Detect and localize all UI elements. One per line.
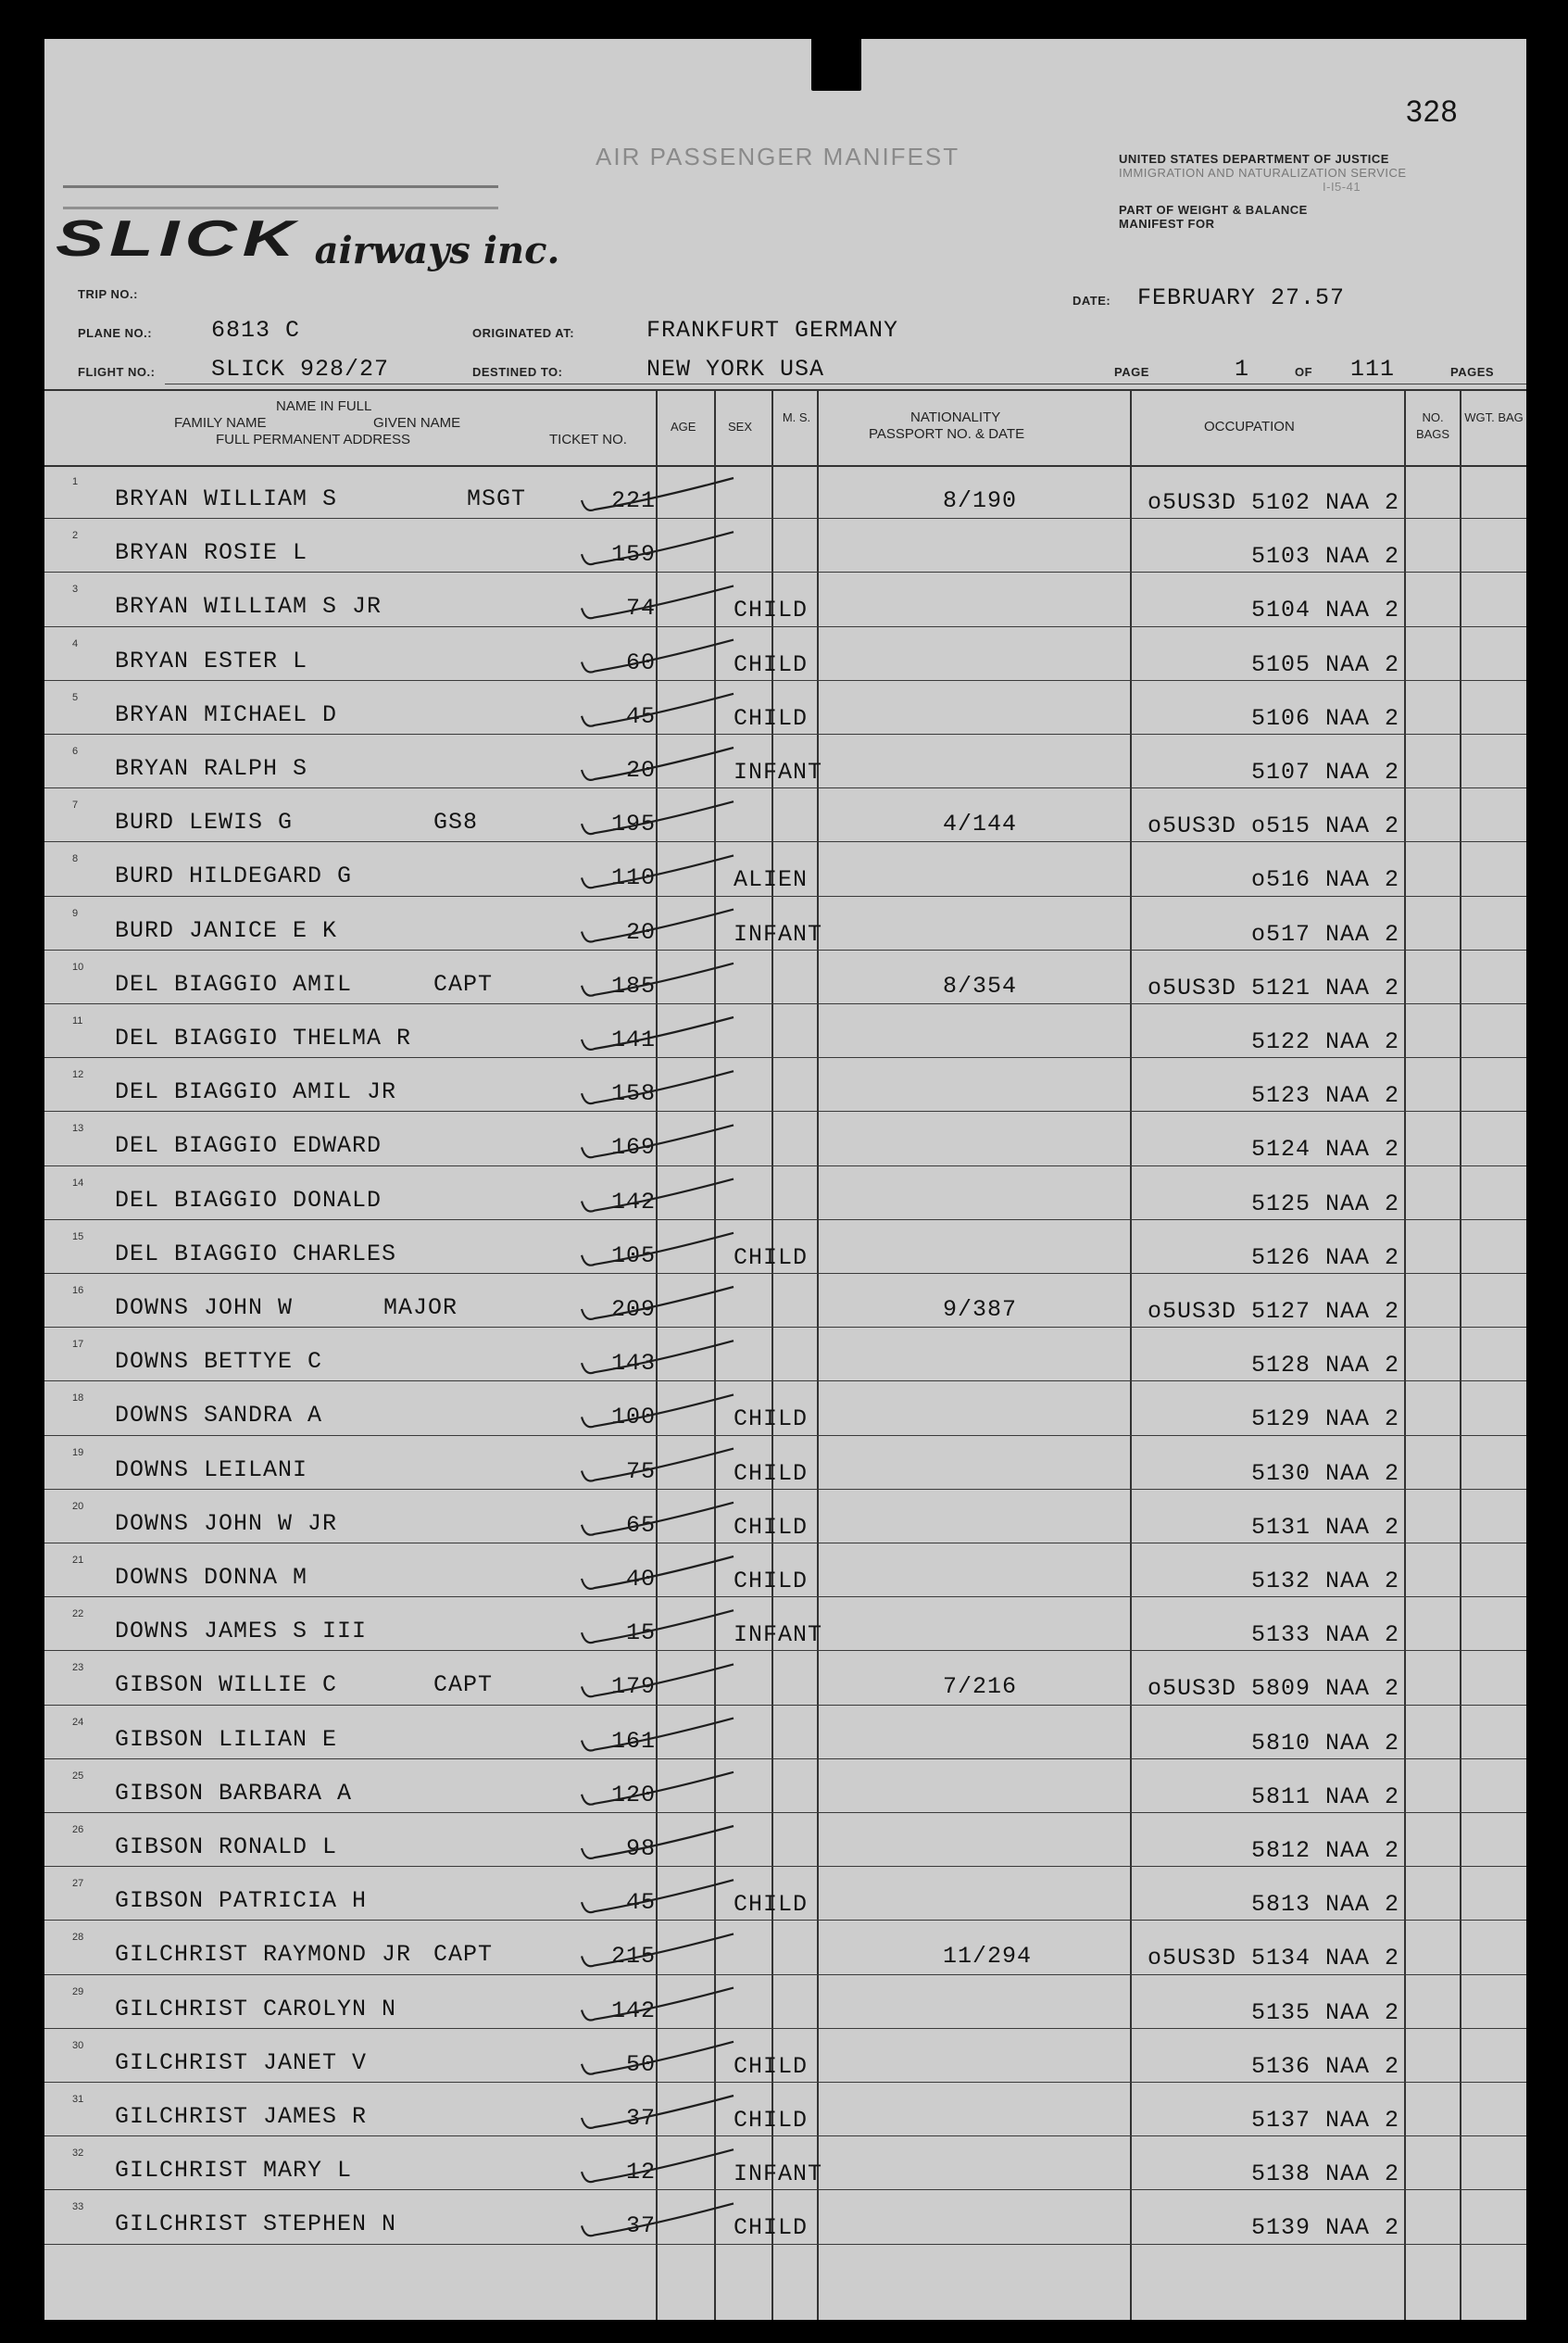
passenger-rank: GS8 — [433, 809, 479, 837]
passenger-rank: CAPT — [433, 1671, 494, 1699]
row-number: 15 — [72, 1230, 84, 1242]
passport-number: 11/294 — [943, 1943, 1033, 1971]
occupation-code: 5129 NAA 2 — [1250, 1405, 1399, 1433]
passenger-status: CHILD — [734, 1513, 809, 1541]
occupation-code: 5105 NAA 2 — [1250, 650, 1399, 678]
pen-checkmark — [582, 1394, 734, 1427]
occupation-code: 5123 NAA 2 — [1250, 1082, 1399, 1110]
row-number: 9 — [72, 907, 79, 919]
page-number: 328 — [1406, 94, 1459, 128]
row-number: 20 — [72, 1500, 84, 1512]
passenger-status: CHILD — [734, 2214, 809, 2242]
occupation-code: o5US3D o515 NAA 2 — [1147, 812, 1399, 840]
ticket-number: 12 — [625, 2159, 656, 2186]
ticket-number: 65 — [625, 1511, 656, 1539]
pen-checkmark — [582, 2149, 734, 2182]
row-number: 6 — [72, 746, 79, 757]
row-number: 1 — [72, 476, 79, 487]
ticket-number: 169 — [610, 1134, 656, 1162]
date-label: DATE: — [1073, 294, 1111, 308]
ticket-number: 37 — [625, 2212, 656, 2240]
passenger-status: CHILD — [734, 2052, 809, 2080]
pen-checkmark — [582, 1179, 734, 1212]
agency-line: I-I5-41 — [1323, 180, 1361, 194]
row-number: 26 — [72, 1824, 84, 1835]
passenger-name: GIBSON PATRICIA H — [115, 1887, 368, 1915]
occupation-code: 5138 NAA 2 — [1250, 2160, 1399, 2188]
passenger-name: DEL BIAGGIO DONALD — [115, 1186, 383, 1214]
row-number: 30 — [72, 2039, 84, 2051]
ticket-number: 158 — [610, 1080, 656, 1108]
passenger-status: CHILD — [734, 1891, 809, 1919]
of-label: OF — [1295, 365, 1313, 379]
occupation-code: o5US3D 5134 NAA 2 — [1147, 1945, 1399, 1972]
occupation-code: 5133 NAA 2 — [1250, 1621, 1399, 1649]
passenger-rank: CAPT — [433, 970, 494, 998]
occupation-code: 5813 NAA 2 — [1250, 1891, 1399, 1919]
ticket-number: 179 — [610, 1673, 656, 1701]
ticket-number: 209 — [610, 1296, 656, 1323]
header-age: AGE — [671, 420, 696, 434]
row-number: 14 — [72, 1177, 84, 1189]
airline-logo-mark: SLICK — [56, 209, 300, 267]
occupation-code: 5124 NAA 2 — [1250, 1136, 1399, 1164]
passenger-name: BRYAN RALPH S — [115, 755, 308, 782]
occupation-code: 5106 NAA 2 — [1250, 704, 1399, 732]
row-number: 17 — [72, 1339, 84, 1351]
flight-label: FLIGHT NO.: — [78, 365, 156, 379]
pen-checkmark — [582, 694, 734, 726]
plane-label: PLANE NO.: — [78, 326, 153, 340]
passenger-name: GILCHRIST CAROLYN N — [115, 1995, 397, 2022]
row-number: 8 — [72, 853, 79, 865]
ticket-number: 215 — [610, 1943, 656, 1971]
flight-no: SLICK 928/27 — [211, 356, 390, 383]
occupation-code: o5US3D 5809 NAA 2 — [1147, 1675, 1399, 1703]
pen-checkmark — [582, 1287, 734, 1319]
occupation-code: 5122 NAA 2 — [1250, 1028, 1399, 1055]
passenger-name: GIBSON BARBARA A — [115, 1779, 353, 1807]
ticket-number: 60 — [625, 649, 656, 676]
ticket-number: 142 — [610, 1997, 656, 2024]
passport-number: 4/144 — [943, 811, 1018, 838]
header-occupation: OCCUPATION — [1204, 419, 1295, 435]
ticket-number: 74 — [625, 595, 656, 623]
occupation-code: 5812 NAA 2 — [1250, 1837, 1399, 1864]
header-sex: SEX — [728, 420, 753, 434]
row-number: 11 — [72, 1015, 83, 1027]
ticket-number: 120 — [610, 1781, 656, 1808]
pen-checkmark — [582, 1449, 734, 1481]
pages-label: PAGES — [1450, 365, 1495, 379]
occupation-code: 5103 NAA 2 — [1250, 543, 1399, 571]
passenger-status: CHILD — [734, 650, 809, 678]
row-number: 22 — [72, 1608, 84, 1620]
pen-checkmark — [582, 801, 734, 834]
passenger-name: GIBSON RONALD L — [115, 1833, 338, 1860]
originated: FRANKFURT GERMANY — [646, 317, 899, 344]
pen-checkmark — [582, 640, 734, 673]
passenger-rank: CAPT — [433, 1941, 494, 1969]
occupation-code: 5132 NAA 2 — [1250, 1568, 1399, 1594]
row-number: 29 — [72, 1985, 84, 1997]
pen-checkmark — [582, 478, 734, 510]
occupation-code: 5128 NAA 2 — [1250, 1352, 1399, 1379]
row-number: 25 — [72, 1770, 84, 1782]
plane-no: 6813 C — [211, 317, 301, 344]
row-number: 12 — [72, 1069, 84, 1081]
header-nationality: NATIONALITY — [910, 409, 1001, 425]
passenger-name: DEL BIAGGIO AMIL JR — [115, 1078, 397, 1106]
pen-checkmark — [582, 1503, 734, 1535]
passenger-status: ALIEN — [734, 866, 809, 894]
originated-label: ORIGINATED AT: — [472, 326, 575, 340]
destined-label: DESTINED TO: — [472, 365, 563, 379]
row-number: 23 — [72, 1662, 84, 1674]
form-title: AIR PASSENGER MANIFEST — [596, 143, 960, 170]
occupation-code: 5811 NAA 2 — [1250, 1782, 1399, 1810]
ticket-number: 98 — [625, 1835, 656, 1862]
pen-checkmark — [582, 1934, 734, 1966]
passenger-name: DEL BIAGGIO THELMA R — [115, 1025, 412, 1052]
passenger-status: CHILD — [734, 1405, 809, 1433]
occupation-code: o5US3D 5127 NAA 2 — [1147, 1298, 1399, 1325]
pen-checkmark — [582, 748, 734, 780]
pen-checkmark — [582, 532, 734, 564]
passenger-name: GILCHRIST JAMES R — [115, 2103, 368, 2130]
passenger-status: CHILD — [734, 597, 809, 624]
passenger-status: CHILD — [734, 1459, 809, 1487]
weight-note: MANIFEST FOR — [1119, 217, 1215, 231]
ticket-number: 45 — [625, 702, 656, 730]
passenger-name: DEL BIAGGIO CHARLES — [115, 1240, 397, 1267]
row-number: 19 — [72, 1446, 84, 1458]
passenger-name: BRYAN WILLIAM S — [115, 485, 338, 512]
header-bags: NO. BAGS — [1415, 410, 1450, 441]
occupation-code: 5810 NAA 2 — [1250, 1729, 1399, 1757]
header-address: FULL PERMANENT ADDRESS — [216, 432, 411, 447]
occupation-code: o5US3D 5102 NAA 2 — [1147, 489, 1399, 516]
handwritten-marks — [44, 39, 1526, 2320]
passenger-name: DOWNS JAMES S III — [115, 1618, 368, 1645]
ticket-number: 141 — [610, 1027, 656, 1053]
pen-checkmark — [582, 1017, 734, 1050]
passenger-name: GILCHRIST MARY L — [115, 2157, 353, 2185]
passenger-name: GIBSON WILLIE C — [115, 1671, 338, 1699]
ticket-number: 75 — [625, 1457, 656, 1485]
ticket-number: 20 — [625, 918, 656, 946]
row-number: 21 — [72, 1555, 84, 1566]
pen-checkmark — [582, 586, 734, 618]
pen-checkmark — [582, 1071, 734, 1103]
header-name-in-full: NAME IN FULL — [276, 398, 372, 414]
pen-checkmark — [582, 1556, 734, 1589]
ticket-number: 37 — [625, 2105, 656, 2132]
row-number: 4 — [72, 637, 79, 649]
occupation-code: 5135 NAA 2 — [1250, 1998, 1399, 2026]
row-number: 32 — [72, 2148, 84, 2160]
header-passport: PASSPORT NO. & DATE — [869, 426, 1025, 442]
pen-checkmark — [582, 2042, 734, 2074]
passenger-name: DOWNS LEILANI — [115, 1455, 308, 1483]
ticket-number: 143 — [610, 1350, 656, 1378]
passenger-name: DOWNS JOHN W JR — [115, 1509, 338, 1537]
row-number: 3 — [72, 584, 79, 596]
passenger-name: GILCHRIST STEPHEN N — [115, 2211, 397, 2238]
occupation-code: 5131 NAA 2 — [1250, 1513, 1399, 1541]
ticket-number: 185 — [610, 972, 656, 1000]
pen-checkmark — [582, 1988, 734, 2021]
pen-checkmark — [582, 910, 734, 942]
ticket-number: 100 — [610, 1404, 656, 1431]
passenger-rank: MSGT — [467, 485, 527, 512]
passenger-status: INFANT — [734, 2160, 823, 2188]
occupation-code: 5104 NAA 2 — [1250, 597, 1399, 624]
occupation-code: 5130 NAA 2 — [1250, 1459, 1399, 1487]
pen-checkmark — [582, 2096, 734, 2128]
pen-checkmark — [582, 1125, 734, 1157]
ticket-number: 159 — [610, 541, 656, 569]
page-field: 1 — [1235, 356, 1250, 383]
pen-checkmark — [582, 1880, 734, 1912]
occupation-code: 5137 NAA 2 — [1250, 2107, 1399, 2134]
agency-line: IMMIGRATION AND NATURALIZATION SERVICE — [1119, 166, 1407, 180]
date: FEBRUARY 27.57 — [1137, 284, 1346, 311]
occupation-code: o516 NAA 2 — [1250, 866, 1399, 894]
passenger-status: CHILD — [734, 1243, 809, 1271]
passport-number: 8/190 — [943, 487, 1018, 514]
ticket-number: 50 — [625, 2050, 656, 2078]
occupation-code: 5107 NAA 2 — [1250, 759, 1399, 786]
pen-checkmark — [582, 1664, 734, 1696]
passenger-name: DOWNS DONNA M — [115, 1564, 308, 1591]
ticket-number: 15 — [625, 1619, 656, 1647]
occupation-code: o5US3D 5121 NAA 2 — [1147, 974, 1399, 1001]
passenger-name: DEL BIAGGIO EDWARD — [115, 1132, 383, 1160]
pen-checkmark — [582, 1772, 734, 1805]
trip-label: TRIP NO.: — [78, 287, 138, 301]
row-number: 27 — [72, 1878, 84, 1890]
header-given-name: GIVEN NAME — [373, 415, 461, 431]
pen-checkmark — [582, 1719, 734, 1751]
header-wgt: WGT. BAG — [1464, 410, 1524, 424]
airline-name: airways inc. — [314, 229, 560, 272]
pen-checkmark — [582, 1233, 734, 1266]
passenger-name: GIBSON LILIAN E — [115, 1725, 338, 1753]
passenger-name: DOWNS SANDRA A — [115, 1402, 323, 1430]
pen-checkmark — [582, 964, 734, 996]
ticket-number: 195 — [610, 811, 656, 838]
pen-checkmark — [582, 855, 734, 888]
ticket-number: 110 — [610, 864, 656, 892]
row-number: 13 — [72, 1123, 84, 1135]
passenger-name: BURD HILDEGARD G — [115, 863, 353, 890]
passenger-name: BRYAN ESTER L — [115, 647, 308, 674]
passenger-name: BRYAN MICHAEL D — [115, 700, 338, 728]
ticket-number: 45 — [625, 1889, 656, 1917]
ticket-number: 105 — [610, 1241, 656, 1269]
occupation-code: 5125 NAA 2 — [1250, 1190, 1399, 1217]
passenger-name: GILCHRIST RAYMOND JR — [115, 1941, 412, 1969]
passenger-name: BURD LEWIS G — [115, 809, 294, 837]
row-number: 16 — [72, 1285, 84, 1296]
passenger-name: DEL BIAGGIO AMIL — [115, 970, 353, 998]
passport-number: 9/387 — [943, 1296, 1018, 1323]
passenger-status: CHILD — [734, 2107, 809, 2134]
passenger-name: DOWNS JOHN W — [115, 1294, 294, 1321]
row-number: 31 — [72, 2094, 84, 2105]
occupation-code: 5126 NAA 2 — [1250, 1243, 1399, 1271]
passenger-status: INFANT — [734, 1621, 823, 1649]
header-family-name: FAMILY NAME — [174, 415, 267, 431]
row-number: 10 — [72, 961, 84, 973]
pen-checkmark — [582, 2203, 734, 2236]
ticket-number: 142 — [610, 1188, 656, 1216]
ticket-number: 40 — [625, 1566, 656, 1593]
passenger-name: BRYAN ROSIE L — [115, 539, 308, 567]
pen-checkmark — [582, 1610, 734, 1643]
header-ms: M. S. — [782, 410, 811, 424]
of-field: 111 — [1350, 356, 1396, 383]
passenger-status: INFANT — [734, 759, 823, 786]
row-number: 33 — [72, 2201, 84, 2213]
weight-note: PART OF WEIGHT & BALANCE — [1119, 203, 1308, 217]
passenger-name: DOWNS BETTYE C — [115, 1348, 323, 1376]
ticket-number: 221 — [610, 487, 656, 514]
passport-number: 7/216 — [943, 1673, 1018, 1701]
row-number: 5 — [72, 691, 79, 703]
row-number: 2 — [72, 530, 79, 542]
destined: NEW YORK USA — [646, 356, 825, 383]
passenger-status: CHILD — [734, 1568, 809, 1594]
occupation-code: 5139 NAA 2 — [1250, 2214, 1399, 2242]
passenger-name: BRYAN WILLIAM S JR — [115, 593, 383, 621]
row-number: 28 — [72, 1932, 84, 1944]
manifest-sheet — [44, 39, 1526, 2320]
passenger-status: INFANT — [734, 920, 823, 948]
passenger-name: BURD JANICE E K — [115, 916, 338, 944]
passenger-name: GILCHRIST JANET V — [115, 2048, 368, 2076]
agency-line: UNITED STATES DEPARTMENT OF JUSTICE — [1119, 152, 1389, 166]
pen-checkmark — [582, 1826, 734, 1858]
ticket-number: 20 — [625, 757, 656, 784]
occupation-code: 5136 NAA 2 — [1250, 2052, 1399, 2080]
row-number: 7 — [72, 800, 79, 812]
passenger-rank: MAJOR — [383, 1294, 458, 1321]
page-label: PAGE — [1114, 365, 1149, 379]
pen-checkmark — [582, 1341, 734, 1373]
header-ticket: TICKET NO. — [549, 432, 627, 447]
row-number: 24 — [72, 1716, 84, 1728]
passport-number: 8/354 — [943, 972, 1018, 1000]
passenger-status: CHILD — [734, 704, 809, 732]
occupation-code: o517 NAA 2 — [1250, 920, 1399, 948]
row-number: 18 — [72, 1392, 84, 1405]
ticket-number: 161 — [610, 1727, 656, 1755]
